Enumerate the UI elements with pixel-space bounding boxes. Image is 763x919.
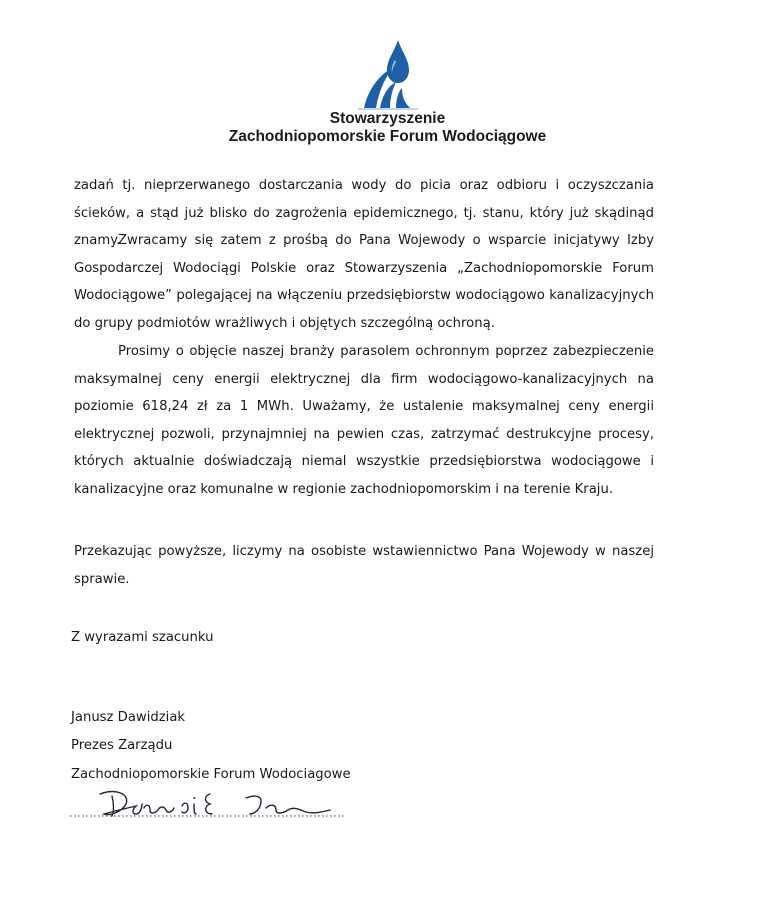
signatory-title: Prezes Zarządu (71, 738, 173, 753)
handwritten-signature (70, 786, 350, 822)
closing-salutation: Z wyrazami szacunku (71, 630, 214, 645)
signatory-organization: Zachodniopomorskie Forum Wodociagowe (71, 767, 351, 782)
paragraph-1: zadań tj. nieprzerwanego dostarczania wody do picia oraz odbioru i oczyszczania ścieków, a stąd już blisko do zagrożenia epidemicznego, tj. stanu, który już skądinąd znamy. (74, 178, 654, 248)
water-drop-logo-icon (358, 38, 418, 110)
organization-name-line2: Zachodniopomorskie Forum Wodociągowe (228, 128, 547, 145)
paragraph-4: Przekazując powyższe, liczymy na osobiste wstawiennictwo Pana Wojewody w naszej sprawie. (74, 544, 654, 587)
paragraph-3: Prosimy o objęcie naszej branży parasolem ochronnym poprzez zabezpieczenie maksymalnej ceny energii elektrycznej dla firm wodociągowo-kanalizacyjnych na poziomie 618,24 zł za 1 MWh. Uważamy, że ustalenie maksymalnej ceny energii elektrycznej pozwoli, przynajmniej na pewien czas, zatrzymać destrukcyjne procesy, których aktualnie doświadczają niemal wszystkie przedsiębiorstwa wodociągowe i kanalizacyjne oraz komunalne w regionie zachodniopomorskim i na terenie Kraju. (74, 344, 654, 497)
signatory-name: Janusz Dawidziak (71, 710, 186, 725)
paragraph-2: Zwracamy się zatem z prośbą do Pana Wojewody o wsparcie inicjatywy Izby Gospodarczej Wodociągi Polskie oraz Stowarzyszenia „Zachodniopomorskie Forum Wodociągowe” polegającej na włączeniu przedsiębiorstw wodociągowo kanalizacyjnych do grupy podmiotów wrażliwych i objętych szczególną ochroną. (74, 233, 654, 331)
organization-name-line1: Stowarzyszenie (329, 110, 446, 127)
